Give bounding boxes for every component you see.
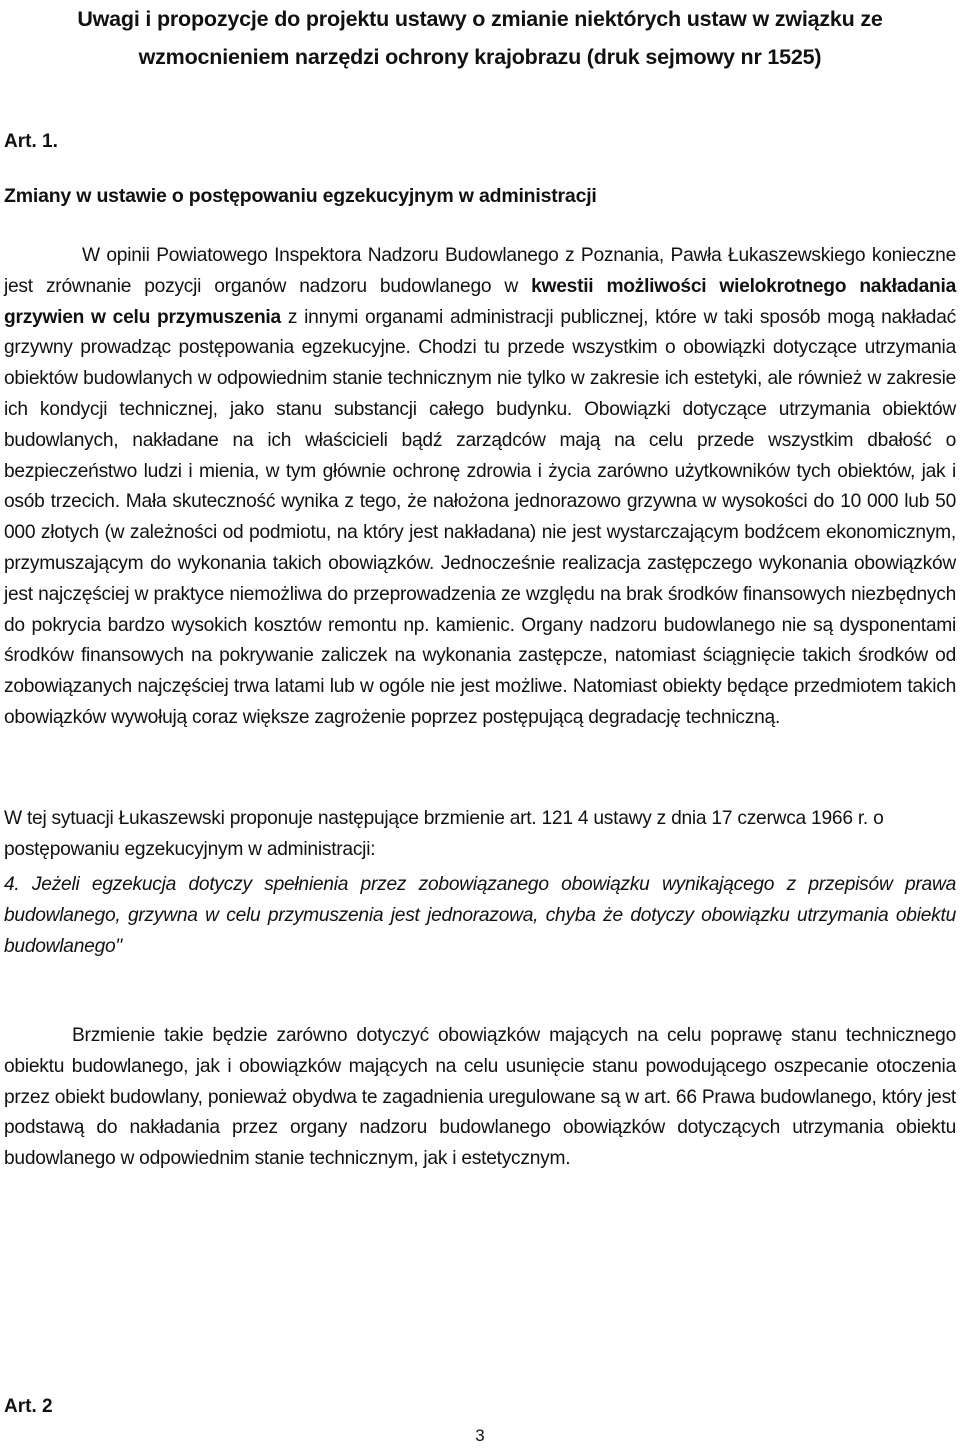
paragraph-opinion-text-b: z innymi organami administracji publicznej, które w taki sposób mogą nakładać grzywny prowadząc postępowania egzekucyjne. Chodzi tu przede wszystkim o obowiązki dotyczące utrzymania obiektów budowlanych w odpowiednim stanie technicznym nie tylko w zakresie ich estetyki, ale również w zakresie ich kondycji technicznej, jako stanu substancji całego budynku. Obowiązki dotyczące utrzymania obiektów budowlanych, nakładane na ich właścicieli bądź zarządców mają na celu przede wszystkim dbałość o bezpieczeństwo ludzi i mienia, w tym głównie ochronę zdrowia i życia zarówno użytkowników tych obiektów, jak i osób trzecich. Mała skuteczność wynika z tego, że nałożona jednorazowo grzywna w wysokości do 10 000 lub 50 000 złotych (w zależności od podmiotu, na który jest nakładana) nie jest wystarczającym bodźcem ekonomicznym, przymuszającym do wykonania takich obowiązków. Jednocześnie realizacja zastępczego wykonania obowiązków jest najczęściej w praktyce niemożliwa do przeprowadzenia ze względu na brak środków finansowych niezbędnych do pokrycia bardzo wysokich kosztów remontu np. kamienic. Organy nadzoru budowlanego nie są dysponentami środków finansowych na pokrywanie zaliczek na wykonania zastępcze, natomiast ściągnięcie takich środków od zobowiązanych najczęściej trwa latami lub w ogóle nie jest możliwe. Natomiast obiekty będące przedmiotem takich obowiązków wywołują coraz większe zagrożenie poprzez postępującą degradację techniczną.: [4, 306, 956, 728]
paragraph-conclusion: Brzmienie takie będzie zarówno dotyczyć obowiązków mających na celu poprawę stanu technicznego obiektu budowlanego, jak i obowiązków mających na celu usunięcie stanu powodującego oszpecanie otoczenia przez obiekt budowlany, ponieważ obydwa te zagadnienia uregulowane są w art. 66 Prawa budowlanego, który jest podstawą do nakładania przez organy nadzoru budowlanego obowiązków dotyczących utrzymania obiektu budowlanego w odpowiednim stanie technicznym, jak i estetycznym.: [4, 1025, 956, 1170]
document-title: Uwagi i propozycje do projektu ustawy o zmianie niektórych ustaw w związku ze wzmocnieniem narzędzi ochrony krajobrazu (druk sejmowy nr 1525): [77, 7, 883, 69]
paragraph-opinion: [4, 241, 956, 734]
quoted-provision: 4. Jeżeli egzekucja dotyczy spełnienia przez zobowiązanego obowiązku wynikającego z przepisów prawa budowlanego, grzywna w celu przymuszenia jest jednorazowa, chyba że dotyczy obowiązku utrzymania obiektu budowlanego": [4, 874, 956, 957]
paragraph-proposal: W tej sytuacji Łukaszewski proponuje następujące brzmienie art. 121 4 ustawy z dnia 17 czerwca 1966 r. o postępowaniu egzekucyjnym w administracji:: [4, 808, 884, 860]
paragraph-opinion-text-a: W opinii Powiatowego Inspektora Nadzoru Budowlanego z Poznania, Pawła Łukaszewskiego konieczne jest zrównanie pozycji organów nadzoru budowlanego w: [4, 245, 956, 297]
section-title: Zmiany w ustawie o postępowaniu egzekucyjnym w administracji: [4, 185, 597, 207]
page-number: 3: [475, 1426, 485, 1445]
article-1-heading: Art. 1.: [4, 131, 58, 152]
paragraph-opinion-bold: kwestii możliwości wielokrotnego nakładania grzywien w celu przymuszenia: [4, 275, 957, 328]
article-2-heading: Art. 2: [4, 1396, 53, 1417]
